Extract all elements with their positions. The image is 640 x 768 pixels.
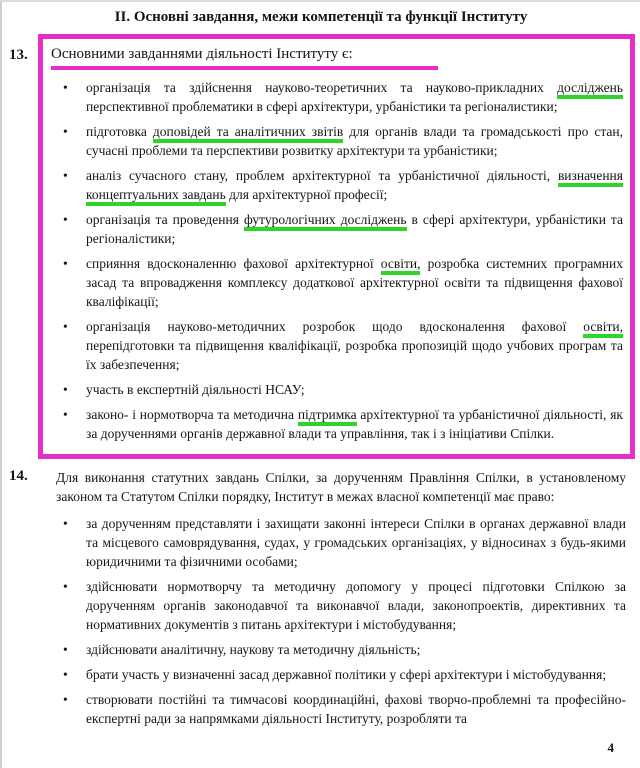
text-segment: аналіз сучасного стану, проблем архітектурної та урбаністичної діяльності,: [86, 168, 558, 183]
list-item: [63, 690, 626, 728]
list-item: [63, 514, 626, 571]
list-item: [63, 317, 623, 374]
list-item: [63, 665, 626, 684]
bullet-text: [86, 405, 623, 443]
list-item: [63, 380, 623, 399]
list-item: [63, 577, 626, 634]
text-segment: сприяння вдосконаленню фахової архітектурної: [86, 256, 381, 271]
bullet-text: здійснювати нормотворчу та методичну допомогу у процесі підготовки Спілкою за дорученням органів законодавчої та виконавчої влади, законопроектів, директивних та нормативних документів з питань архітектури і містобудування;: [86, 579, 626, 632]
green-underline-highlight: доповідей та аналітичних звітів: [153, 124, 343, 143]
list-item: [63, 210, 623, 248]
bullet-text: брати участь у визначенні засад державної політики у сфері архітектури і містобудування;: [86, 667, 607, 682]
text-segment: в сфері архітектури, урбаністики та регіоналістики;: [86, 212, 623, 246]
green-underline-highlight: освіти,: [583, 319, 623, 338]
bullet-text: [86, 254, 623, 311]
text-segment: організація науково-методичних розробок щодо вдосконалення фахової: [86, 319, 584, 334]
item-14-content: [56, 468, 626, 734]
bullet-text: за дорученням представляти і захищати законні інтереси Спілки в органах державної влади та місцевого самоврядування, судах, у громадських організаціях, у відносинах з будь-якими юридичними та фізичними особами;: [86, 516, 626, 569]
item-13-bullet-list: [51, 78, 623, 443]
list-item: [63, 254, 623, 311]
magenta-highlight-box: [38, 34, 635, 459]
list-item: [63, 122, 623, 160]
item-13-number: 13.: [9, 47, 28, 63]
text-segment: участь в експертній діяльності НСАУ;: [86, 382, 305, 397]
green-underline-highlight: футурологічних досліджень: [244, 212, 407, 231]
green-underline-highlight: досліджень: [557, 80, 623, 99]
text-segment: для органів влади та громадськості про стан, сучасні проблеми та перспективи розвитку архітектури та урбаністики;: [86, 124, 624, 158]
text-segment: перспективної проблематики в сфері архітектури, урбаністики та регіоналистики;: [86, 99, 558, 114]
page-number: 4: [607, 740, 614, 755]
bullet-marker: •: [63, 667, 68, 682]
item-13-heading-row: [51, 45, 623, 70]
text-segment: організація та проведення: [86, 212, 244, 227]
text-segment: перепідготовки та підвищення кваліфікації, розробка пропозицій щодо учбових програм та їх забезпечення;: [86, 338, 623, 372]
text-segment: архітектурної та урбаністичної діяльності, як за дорученнями органів державної влади та управління, так і з ініціативи Спілки.: [86, 407, 623, 441]
text-segment: розробка системних програмних засад та впровадження комплексу додаткової архітектурної освіти та підвищення фахової кваліфікації;: [86, 256, 623, 309]
item-14-bullet-list: [56, 514, 626, 728]
bullet-text: [86, 380, 623, 399]
item-14-number: 14.: [9, 468, 28, 484]
bullet-marker: •: [63, 382, 68, 397]
list-item: [63, 640, 626, 659]
bullet-text: створювати постійні та тимчасові координаційні, фахові творчо-проблемні та професійно-експертні ради за напрямками діяльності Інституту, розробляти та: [86, 692, 626, 726]
text-segment: для архітектурної професії;: [225, 187, 388, 202]
item-13: [2, 34, 640, 459]
bullet-marker: •: [63, 692, 68, 707]
bullet-text: здійснювати аналітичну, наукову та методичну діяльність;: [86, 642, 421, 657]
bullet-marker: •: [63, 642, 68, 657]
list-item: [63, 405, 623, 443]
text-segment: організація та здійснення науково-теоретичних та науково-прикладних: [86, 80, 558, 95]
bullet-text: [86, 317, 623, 374]
green-underline-highlight: освіти,: [381, 256, 421, 275]
bullet-marker: •: [63, 407, 68, 422]
bullet-marker: •: [63, 124, 68, 139]
item-14: [2, 468, 640, 734]
list-item: [63, 166, 623, 204]
bullet-marker: •: [63, 212, 68, 227]
green-underline-highlight: підтримка: [298, 407, 357, 426]
bullet-text: [86, 78, 623, 116]
bullet-text: [86, 122, 623, 160]
bullet-marker: •: [63, 516, 68, 531]
bullet-marker: •: [63, 168, 68, 183]
bullet-text: [86, 166, 623, 204]
bullet-text: [86, 210, 623, 248]
bullet-marker: •: [63, 80, 68, 95]
text-segment: законо- і нормотворча та методична: [86, 407, 298, 422]
green-underline-highlight: визначення концептуальних завдань: [86, 168, 623, 206]
text-segment: підготовка: [86, 124, 153, 139]
list-item: [63, 78, 623, 116]
item-14-intro: Для виконання статутних завдань Спілки, за дорученням Правління Спілки, в установленому законом та Статутом Спілки порядку, Інститут в межах власної компетенції має право:: [56, 470, 626, 504]
bullet-marker: •: [63, 579, 68, 594]
bullet-marker: •: [63, 319, 68, 334]
bullet-marker: •: [63, 256, 68, 271]
item-13-heading-magenta-underlined: Основними завданнями діяльності Інституту є:: [51, 46, 438, 70]
section-title: ІІ. Основні завдання, межи компетенції та функції Інституту: [114, 9, 528, 25]
